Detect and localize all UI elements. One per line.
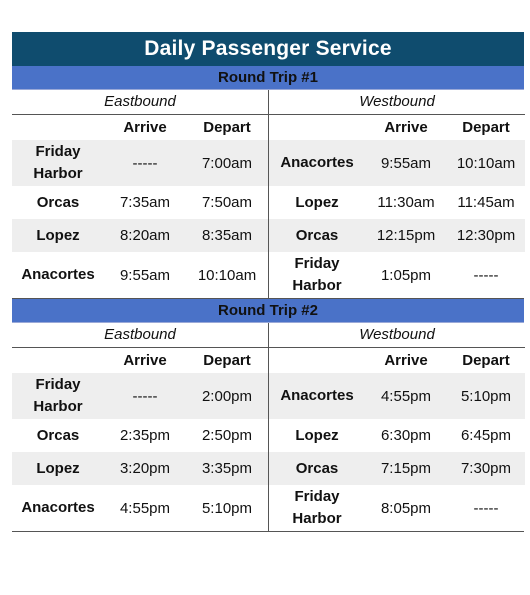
arrive-header: Arrive <box>123 352 167 369</box>
depart-time: 3:35pm <box>201 460 253 477</box>
arrive-time: 4:55pm <box>380 387 432 405</box>
arrive-header: Arrive <box>123 119 167 136</box>
trips-container <box>12 66 524 532</box>
stop-name <box>12 192 104 214</box>
stop-name <box>269 152 365 174</box>
depart-time: 7:30pm <box>460 460 512 477</box>
arrive-time: ----- <box>132 387 158 405</box>
depart-time: 10:10am <box>197 266 257 284</box>
table-row <box>269 485 525 531</box>
depart-time: 7:50am <box>201 194 253 211</box>
depart-header: Depart <box>203 352 251 369</box>
depart-time: 2:00pm <box>201 387 253 405</box>
stop-name <box>269 425 365 447</box>
direction-columns <box>12 90 524 298</box>
direction-label: Eastbound <box>12 90 268 115</box>
stop-name-line1: Lopez <box>36 226 80 244</box>
stop-name-line1: Lopez <box>36 459 80 477</box>
column-header-row <box>269 348 525 373</box>
stop-name <box>12 374 104 418</box>
westbound-column <box>269 90 525 298</box>
arrive-time: 8:20am <box>119 227 171 244</box>
stop-name <box>269 385 365 407</box>
depart-time: 6:45pm <box>460 427 512 444</box>
stop-name <box>12 225 104 247</box>
depart-time: 5:10pm <box>201 499 253 517</box>
column-header-row <box>269 115 525 140</box>
trip-section <box>12 299 524 532</box>
arrive-time: 9:55am <box>380 154 432 172</box>
westbound-column <box>269 323 525 531</box>
stop-name <box>12 264 104 286</box>
table-row <box>12 252 268 298</box>
stop-name <box>269 486 365 530</box>
depart-time: 10:10am <box>456 154 516 172</box>
column-header-row <box>12 348 268 373</box>
stop-name-line1: Anacortes <box>21 499 95 516</box>
table-row <box>12 140 268 186</box>
stop-header <box>269 348 365 373</box>
stop-name-line1: Orcas <box>295 226 339 244</box>
direction-columns <box>12 323 524 531</box>
arrive-time: 2:35pm <box>119 427 171 444</box>
arrive-time: 8:05pm <box>380 499 432 517</box>
table-row <box>269 252 525 298</box>
stop-name <box>269 253 365 297</box>
arrive-time: 11:30am <box>377 194 435 211</box>
stop-name-line1: Orcas <box>295 459 339 477</box>
depart-time: 8:35am <box>201 227 253 244</box>
depart-time: 5:10pm <box>460 387 512 405</box>
stop-name <box>269 458 365 480</box>
arrive-time: 1:05pm <box>380 266 432 284</box>
stop-name-line1: Anacortes <box>280 387 354 404</box>
direction-label: Eastbound <box>12 323 268 348</box>
stop-name <box>269 225 365 247</box>
table-row <box>12 452 268 485</box>
stop-name-line1: Anacortes <box>21 266 95 283</box>
arrive-time: 7:15pm <box>380 460 432 477</box>
stop-name-line2: Harbor <box>33 398 83 415</box>
eastbound-column <box>12 323 269 531</box>
arrive-time: 4:55pm <box>119 499 171 517</box>
stop-name-line1: Friday <box>294 255 340 272</box>
depart-time: 11:45am <box>457 194 515 211</box>
table-row <box>12 373 268 419</box>
eastbound-column <box>12 90 269 298</box>
stop-name-line1: Orcas <box>36 193 80 211</box>
stop-name-line1: Lopez <box>295 426 339 444</box>
column-header-row <box>12 115 268 140</box>
direction-label: Westbound <box>269 90 525 115</box>
table-row <box>269 219 525 252</box>
stop-name <box>12 425 104 447</box>
schedule-table <box>12 32 524 532</box>
table-row <box>12 419 268 452</box>
table-row <box>269 419 525 452</box>
stop-header <box>12 115 104 140</box>
table-row <box>269 452 525 485</box>
depart-header: Depart <box>462 119 510 136</box>
schedule-title: Daily Passenger Service <box>12 32 524 66</box>
depart-time: 7:00am <box>201 154 253 172</box>
stop-name-line1: Friday <box>35 376 81 393</box>
table-row <box>269 373 525 419</box>
stop-name-line2: Harbor <box>292 277 342 294</box>
stop-name-line2: Harbor <box>292 510 342 527</box>
stop-name-line2: Harbor <box>33 165 83 182</box>
trip-section <box>12 66 524 299</box>
depart-time: ----- <box>473 499 499 517</box>
stop-header <box>269 115 365 140</box>
table-row <box>12 186 268 219</box>
depart-time: 12:30pm <box>456 227 516 244</box>
arrive-header: Arrive <box>384 352 428 369</box>
stop-name-line1: Friday <box>294 488 340 505</box>
stop-name <box>12 141 104 185</box>
trip-header: Round Trip #2 <box>12 299 524 323</box>
arrive-time: 3:20pm <box>119 460 171 477</box>
depart-header: Depart <box>462 352 510 369</box>
arrive-time: 7:35am <box>119 194 171 211</box>
trip-header: Round Trip #1 <box>12 66 524 90</box>
stop-name-line1: Friday <box>35 143 81 160</box>
stop-header <box>12 348 104 373</box>
depart-header: Depart <box>203 119 251 136</box>
stop-name <box>12 497 104 519</box>
table-row <box>269 186 525 219</box>
depart-time: 2:50pm <box>201 427 253 444</box>
direction-label: Westbound <box>269 323 525 348</box>
arrive-time: ----- <box>132 154 158 172</box>
table-row <box>12 219 268 252</box>
stop-name-line1: Anacortes <box>280 154 354 171</box>
arrive-time: 9:55am <box>119 266 171 284</box>
depart-time: ----- <box>473 266 499 284</box>
stop-name <box>12 458 104 480</box>
arrive-time: 6:30pm <box>380 427 432 444</box>
section-divider <box>12 531 524 532</box>
table-row <box>12 485 268 531</box>
arrive-time: 12:15pm <box>376 227 436 244</box>
arrive-header: Arrive <box>384 119 428 136</box>
stop-name-line1: Orcas <box>36 426 80 444</box>
table-row <box>269 140 525 186</box>
stop-name-line1: Lopez <box>295 193 339 211</box>
stop-name <box>269 192 365 214</box>
